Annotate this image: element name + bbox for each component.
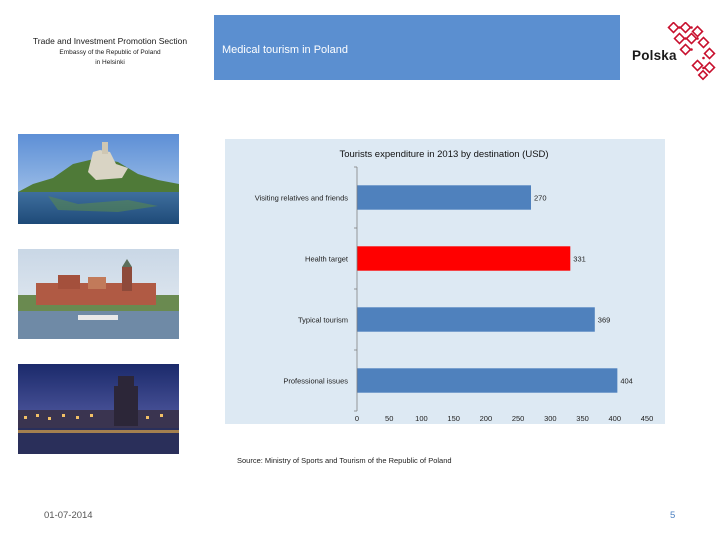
x-tick-label: 200 [479, 414, 493, 423]
title-banner [214, 15, 620, 80]
org-embassy-name: Embassy of the Republic of Poland [59, 49, 161, 56]
org-location: in Helsinki [95, 59, 125, 66]
bar-0 [357, 185, 531, 209]
source-note: Source: Ministry of Sports and Tourism of the Republic of Poland [237, 456, 452, 465]
data-label: 270 [534, 193, 547, 203]
page-number: 5 [670, 510, 676, 521]
x-tick-label: 0 [354, 414, 360, 423]
category-label: Professional issues [283, 376, 348, 386]
x-tick-label: 150 [447, 414, 460, 423]
x-tick-label: 50 [385, 414, 394, 423]
x-tick-label: 300 [544, 414, 557, 423]
organization-header [20, 36, 200, 67]
org-section-name: Trade and Investment Promotion Section [32, 36, 188, 46]
wawel-castle-photo [18, 249, 179, 339]
category-label: Visiting relatives and friends [254, 193, 348, 203]
slide-title: Medical tourism in Poland [222, 44, 348, 56]
gdansk-night-photo [18, 364, 179, 454]
data-label: 404 [620, 376, 633, 386]
bar-chart-svg [225, 139, 665, 424]
polska-logo-text: Polska [632, 48, 677, 63]
category-label: Typical tourism [297, 315, 348, 325]
x-tick-label: 450 [640, 414, 654, 423]
bars-group [255, 185, 633, 392]
x-tick-label: 350 [576, 414, 589, 423]
expenditure-chart [225, 139, 665, 424]
x-tick-label: 400 [608, 414, 622, 423]
category-label: Health target [305, 254, 348, 264]
castle-on-lake-photo [18, 134, 179, 224]
bar-2 [357, 307, 595, 331]
bar-1 [357, 246, 570, 270]
data-label: 369 [597, 315, 611, 325]
footer-date: 01-07-2014 [44, 510, 93, 521]
data-label: 331 [573, 254, 586, 264]
bar-3 [357, 368, 617, 392]
x-tick-label: 250 [511, 414, 525, 423]
chart-title: Tourists expenditure in 2013 by destination (USD) [339, 149, 549, 160]
x-tick-label: 100 [415, 414, 428, 423]
